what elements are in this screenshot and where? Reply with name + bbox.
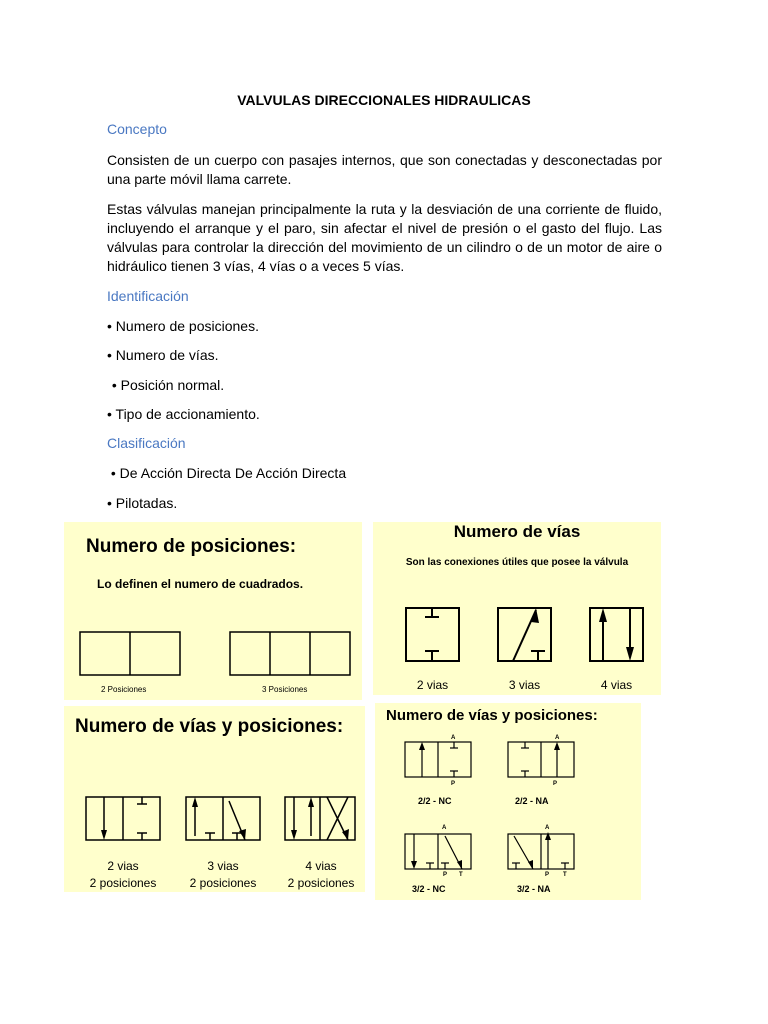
panel-title: Numero de vías [453,522,581,541]
label-posiciones: 2 posiciones [287,876,355,890]
label-4-vias: 4 vias [600,678,633,692]
label-2-vias: 2 vias [416,678,449,692]
port-a-label: A [545,825,550,831]
label-posiciones: 2 posiciones [89,876,157,890]
identificacion-item: • Tipo de accionamiento. [107,406,260,422]
port-p-label: P [545,872,550,878]
clasificacion-item: • De Acción Directa De Acción Directa [107,465,347,481]
nc-na-diagram [375,703,641,900]
panel-title: Numero de posiciones: [86,536,297,557]
identificacion-item: • Posición normal. [108,377,225,393]
positions-diagram [64,522,362,700]
concepto-paragraph-2: Estas válvulas manejan principalmente la ruta y la desviación de una corriente de fluido, incluyendo el arranque y el paro, sin afectar el nivel de presión o el gasto del flujo. Las válvulas para controlar la dirección del movimiento de un cilindro o de un motor de aire o hidráulico tienen 3 vías, 4 vías o a veces 5 vías. [107,201,662,274]
port-t-label: T [563,872,567,878]
arrow-head [192,797,198,807]
concepto-heading: Concepto [107,121,167,137]
panel-subtitle: Lo definen el numero de cuadrados. [97,577,304,591]
panel-vias-posiciones [64,706,365,892]
arrow-head [554,742,560,750]
label-valve-2 [173,858,273,892]
panel-title: Numero de vías y posiciones: [386,707,598,724]
identificacion-heading: Identificación [107,288,189,304]
panel-title: Numero de vías y posiciones: [75,716,344,737]
label-vias: 2 vias [107,859,139,873]
arrow-head [239,829,246,840]
arrow-head [599,608,607,622]
label-valve-3 [271,858,371,892]
identificacion-item: • Numero de posiciones. [107,318,259,334]
panel-numero-vias [373,522,661,695]
arrow-head [419,742,425,750]
arrow-head [626,647,634,661]
port-t-label: T [459,872,463,878]
identificacion-item: • Numero de vías. [107,347,219,363]
label-2-2-nc: 2/2 - NC [418,796,452,806]
port-p-label: P [553,781,558,787]
label-vias: 3 vias [207,859,239,873]
label-posiciones: 2 posiciones [189,876,257,890]
label-valve-1 [73,858,173,892]
label-3-posiciones: 3 Posiciones [262,685,308,694]
document-title: VALVULAS DIRECCIONALES HIDRAULICAS [237,92,531,108]
clasificacion-heading: Clasificación [107,435,186,451]
port-a-label: A [442,825,447,831]
port-a-label: A [555,735,560,741]
concepto-paragraph-1: Consisten de un cuerpo con pasajes internos, que son conectadas y desconectadas por una parte móvil llama carrete. [107,152,662,187]
label-3-2-na: 3/2 - NA [517,884,551,894]
valve-square [590,608,643,661]
label-2-posiciones: 2 Posiciones [101,685,147,694]
arrow-head [411,861,417,869]
arrow-head [291,830,297,840]
valve-square [230,632,350,675]
arrow-head [101,830,107,840]
vias-diagram [373,522,661,695]
arrow-head [308,797,314,807]
port-p-label: P [451,781,456,787]
label-vias: 4 vias [305,859,337,873]
label-3-2-nc: 3/2 - NC [412,884,446,894]
label-3-vias: 3 vias [508,678,541,692]
flow-arrow [513,610,536,661]
arrow-head [545,832,551,840]
port-a-label: A [451,735,456,741]
label-2-2-na: 2/2 - NA [515,796,549,806]
port-p-label: P [443,872,448,878]
panel-subtitle: Son las conexiones útiles que posee la válvula [405,557,629,568]
panel-vias-posiciones-nc-na [375,703,641,900]
clasificacion-item: • Pilotadas. [107,495,178,511]
panel-numero-posiciones [64,522,362,700]
